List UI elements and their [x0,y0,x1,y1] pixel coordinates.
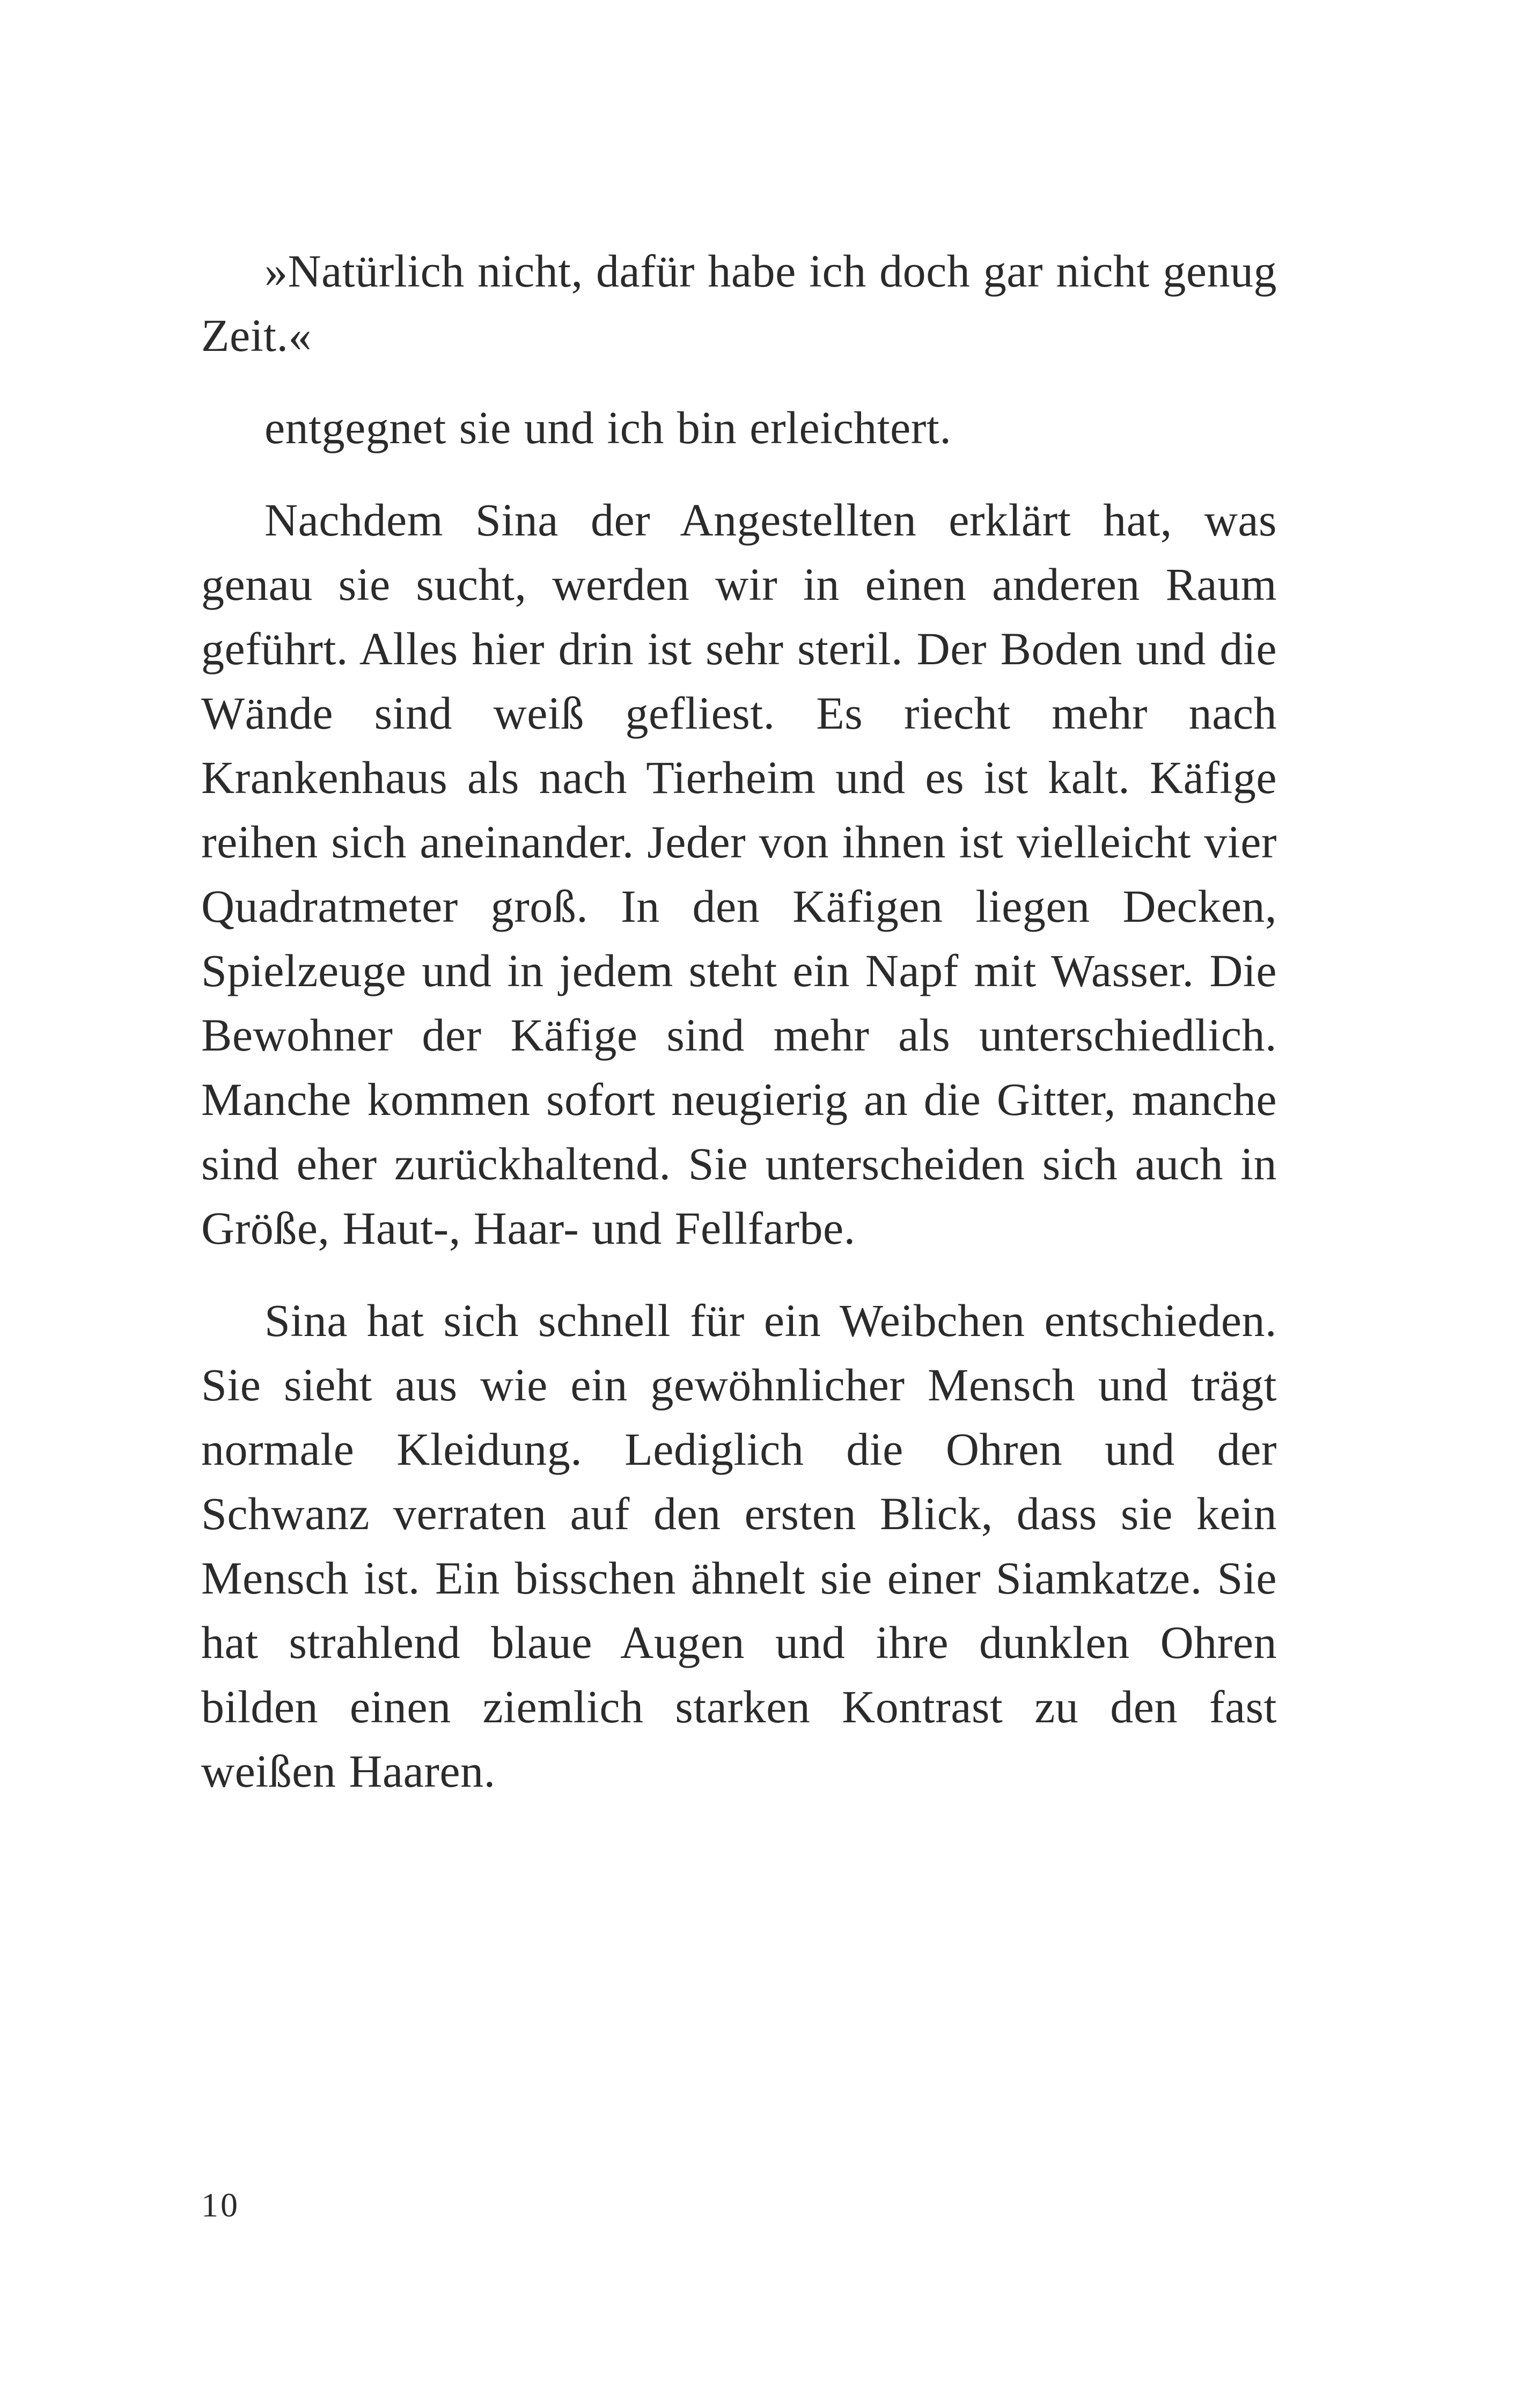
page-number: 10 [201,2186,240,2224]
paragraph-kennel-description: Nachdem Sina der Angestellten erklärt hat, was genau sie sucht, werden wir in einen anderen Raum geführt. Alles hier drin ist sehr steril. Der Boden und die Wände sind weiß gefliest. Es riecht mehr nach Krankenhaus als nach Tierheim und es ist kalt. Käfige reihen sich aneinander. Jeder von ihnen ist vielleicht vier Quadratmeter groß. In den Käfigen liegen Decken, Spielzeuge und in jedem steht ein Napf mit Wasser. Die Bewohner der Käfige sind mehr als unterschiedlich. Manche kommen sofort neugierig an die Gitter, manche sind eher zurückhaltend. Sie unterscheiden sich auch in Größe, Haut-, Haar- und Fellfarbe. [201,494,1277,1254]
body-text [201,239,1277,1803]
paragraph-dialog: »Natürlich nicht, dafür habe ich doch gar nicht genug Zeit.« [201,245,1277,361]
paragraph-dialog-tag: entgegnet sie und ich bin erleichtert. [264,402,952,453]
paragraph-choice-description: Sina hat sich schnell für ein Weibchen entschieden. Sie sieht aus wie ein gewöhnlicher Mensch und trägt normale Kleidung. Lediglich die Ohren und der Schwanz verraten auf den ersten Blick, dass sie kein Mensch ist. Ein bisschen ähnelt sie einer Siamkatze. Sie hat strahlend blaue Augen und ihre dunklen Ohren bilden einen ziemlich starken Kontrast zu den fast weißen Haaren. [201,1295,1277,1797]
